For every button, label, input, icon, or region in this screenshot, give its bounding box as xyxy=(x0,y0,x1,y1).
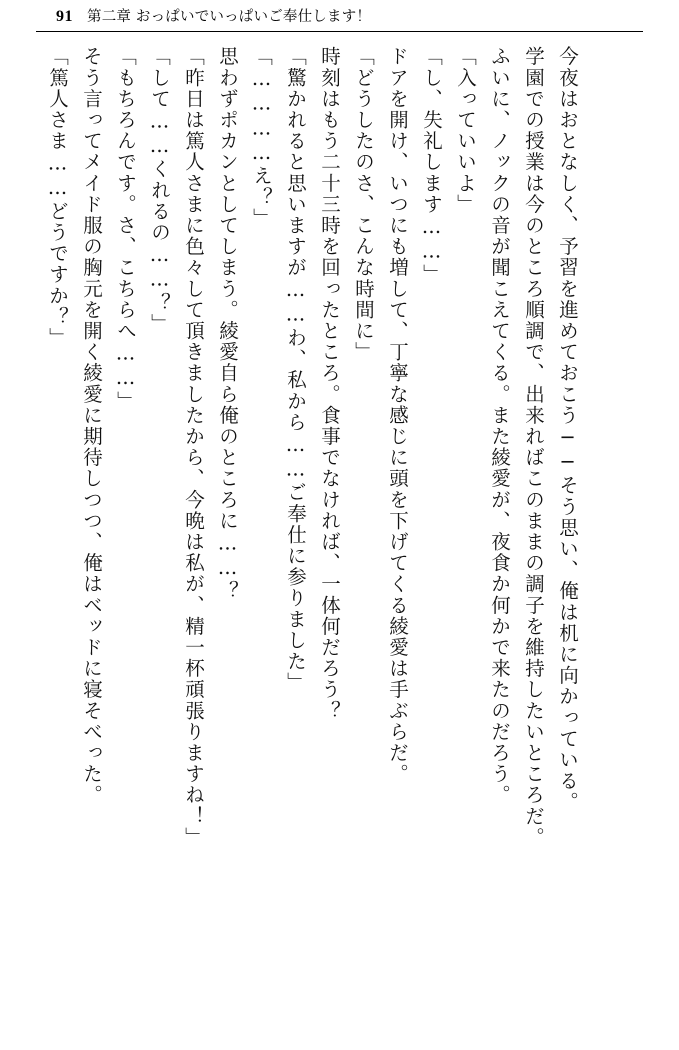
text-line: ドアを開け、いつにも増して、丁寧な感じに頭を下げてくる綾愛は手ぶらだ。 xyxy=(386,46,409,785)
text-line: 今夜はおとなしく、予習を進めておこう──そう思い、俺は机に向かっている。 xyxy=(556,46,579,813)
page-number: 91 xyxy=(56,8,73,25)
text-line: 「もちろんです。さ、こちらへ……」 xyxy=(114,46,137,412)
text-line: 「どうしたのさ、こんな時間に」 xyxy=(352,46,375,363)
text-line: 学園での授業は今のところ順調で、出来ればこのままの調子を維持したいところだ。 xyxy=(522,46,545,848)
page-header xyxy=(0,0,679,34)
text-line: 「篤人さま……どうですか？」 xyxy=(46,46,69,349)
header-divider xyxy=(36,31,643,32)
text-line: ふいに、ノックの音が聞こえてくる。また綾愛が、夜食か何かで来たのだろう。 xyxy=(488,46,511,806)
text-line: 「し、失礼します……」 xyxy=(420,46,443,286)
text-line: 「驚かれると思いますが……わ、私から……ご奉仕に参りました」 xyxy=(284,46,307,693)
text-line: 「入っていいよ」 xyxy=(454,46,477,215)
text-line: 「…………え？」 xyxy=(250,46,273,229)
text-line: 「して……くれるの……？」 xyxy=(148,46,171,335)
vertical-text-body xyxy=(33,46,645,1008)
text-line: そう言ってメイド服の胸元を開く綾愛に期待しつつ、俺はベッドに寝そべった。 xyxy=(80,46,103,806)
text-line: 時刻はもう二十三時を回ったところ。食事でなければ、一体何だろう？ xyxy=(318,46,341,722)
chapter-title: 第二章 おっぱいでいっぱいご奉仕します！ xyxy=(87,8,372,25)
text-line: 「昨日は篤人さまに色々して頂きましたから、今晩は私が、精一杯頑張りますね！」 xyxy=(182,46,205,848)
text-line: 思わずポカンとしてしまう。綾愛自ら俺のところに……？ xyxy=(216,46,239,602)
